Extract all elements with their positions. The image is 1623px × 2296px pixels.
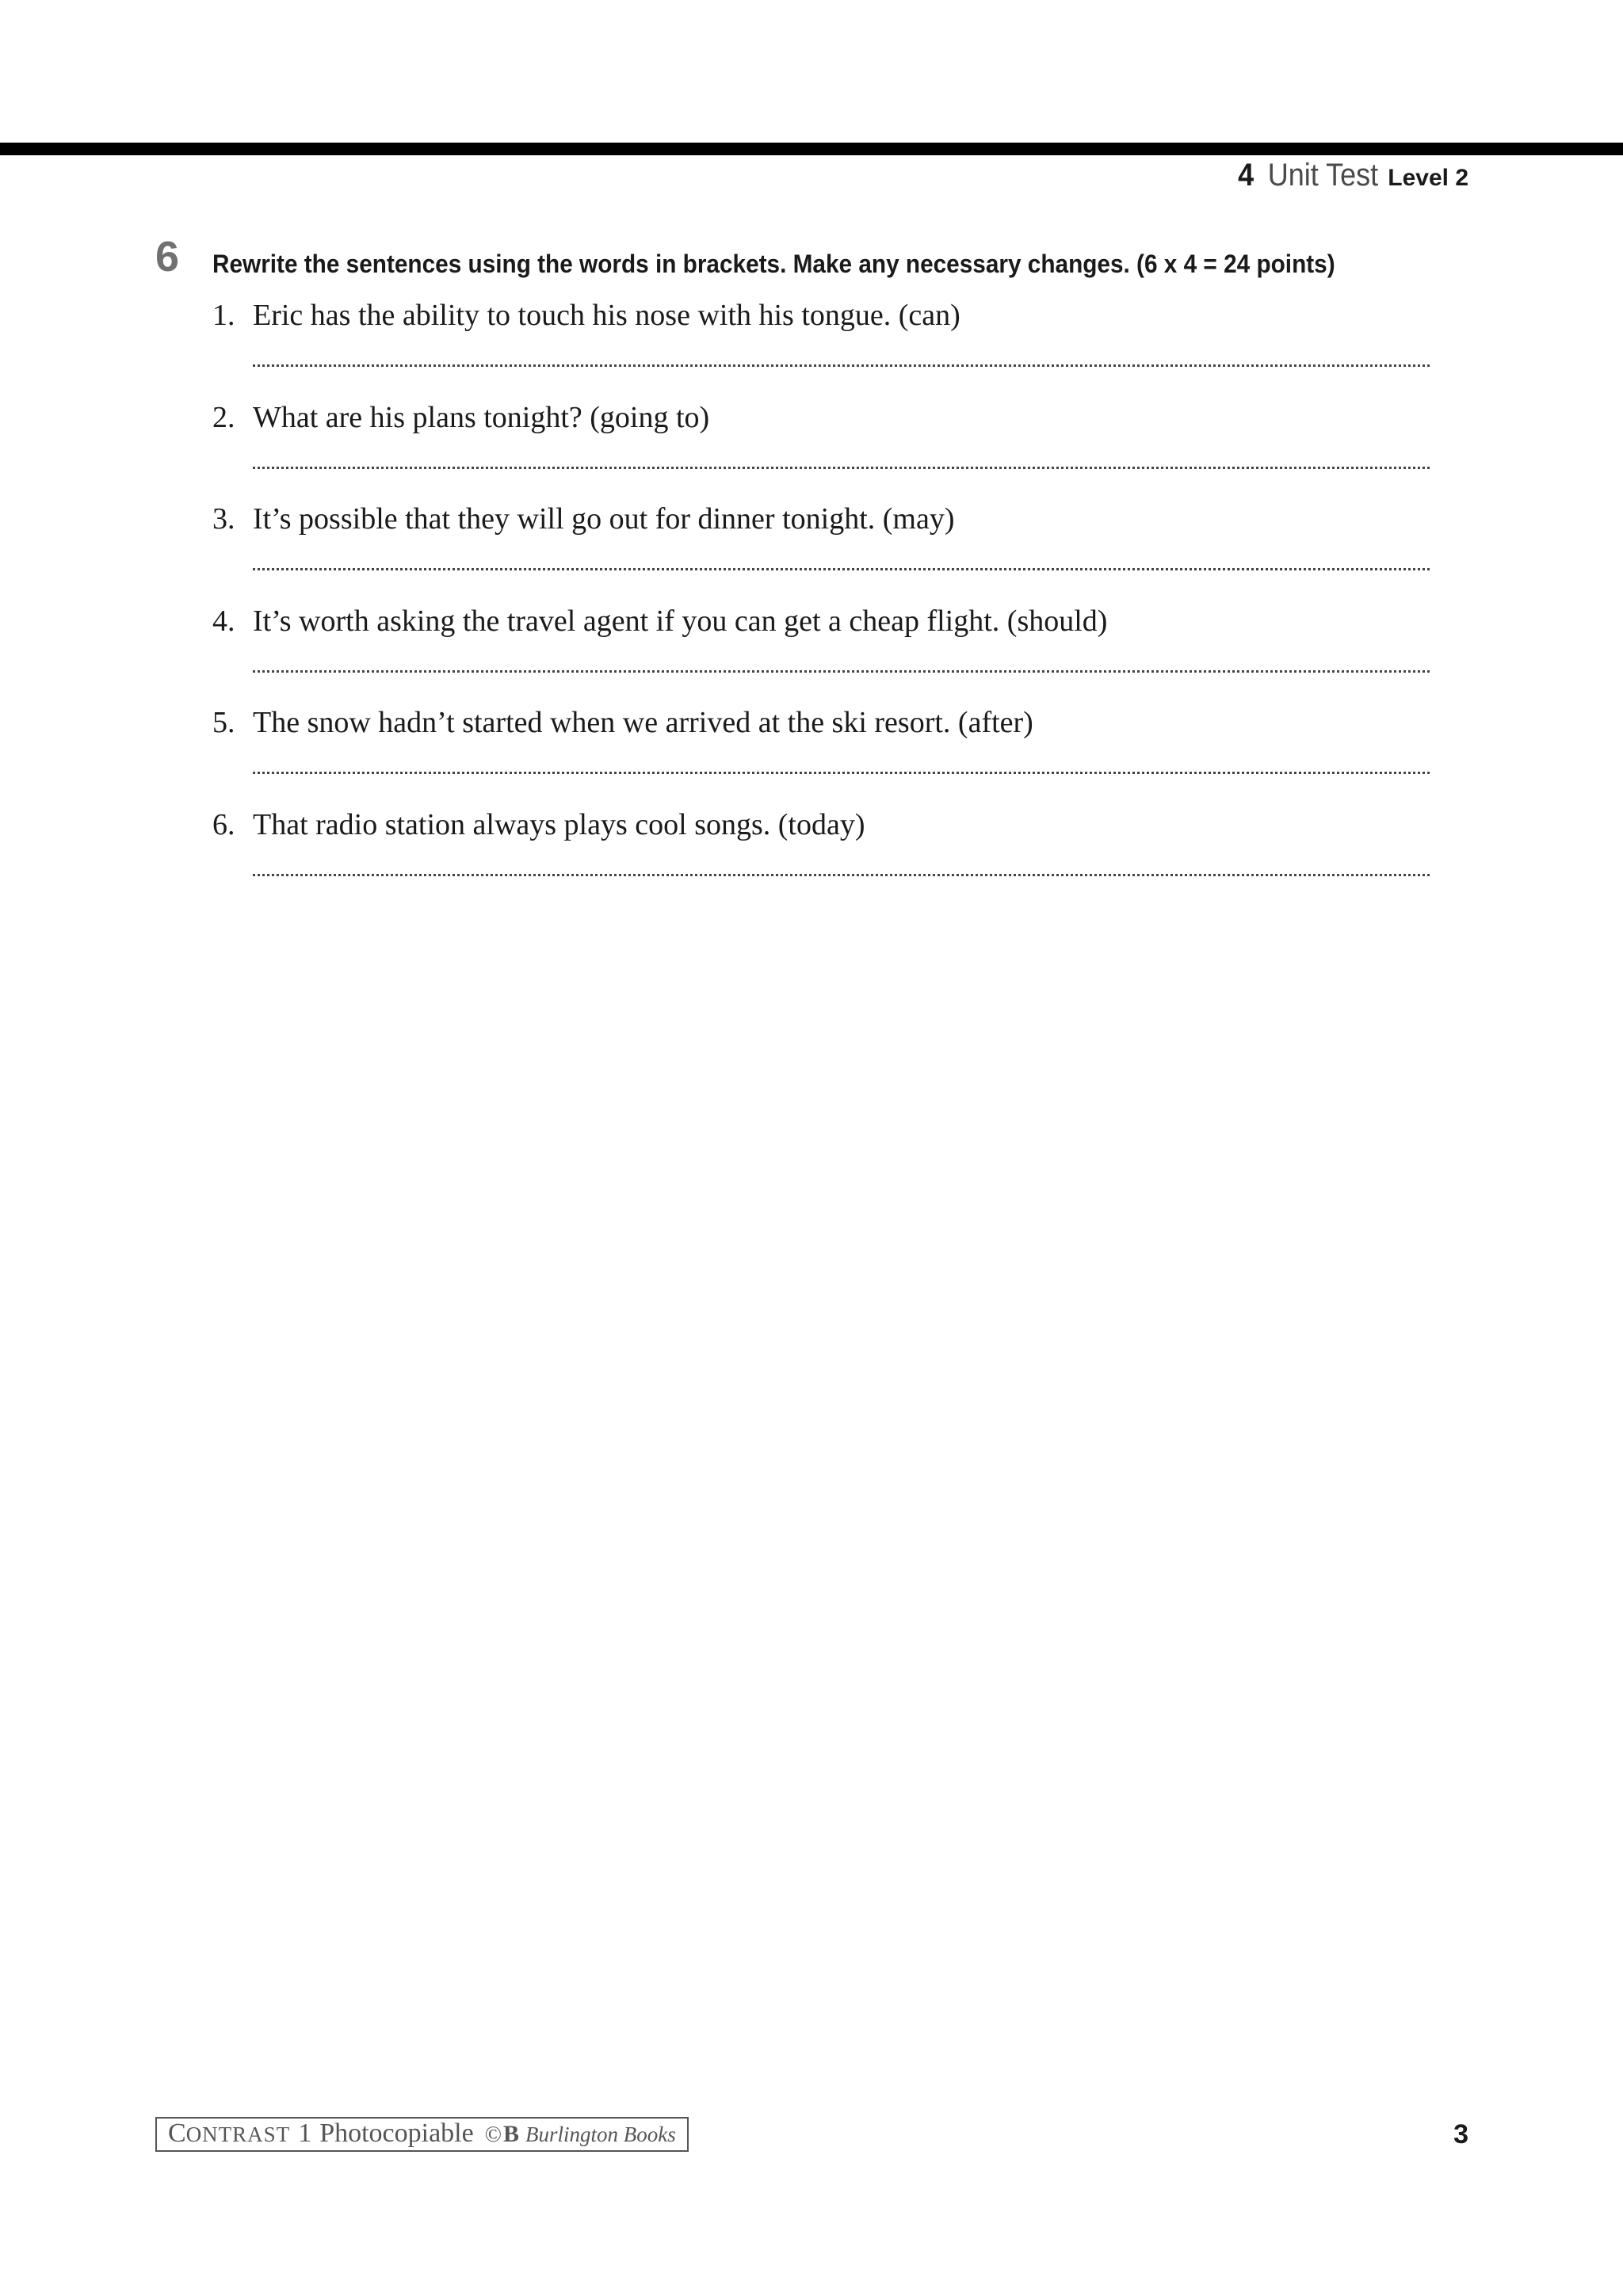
item-sentence: What are his plans tonight? (going to) [253, 400, 710, 434]
publisher-name: Burlington Books [525, 2122, 676, 2146]
exercise-item [212, 601, 1430, 704]
answer-line[interactable] [253, 874, 1430, 876]
photocopiable-label: Photocopiable [319, 2119, 474, 2148]
item-number: 2. [212, 400, 235, 434]
item-number: 4. [212, 604, 235, 638]
item-number: 5. [212, 706, 235, 739]
answer-line[interactable] [253, 467, 1430, 469]
item-sentence: It’s possible that they will go out for dinner tonight. (may) [253, 502, 955, 536]
item-sentence: That radio station always plays cool songs. (today) [253, 807, 865, 841]
exercise-item [212, 703, 1430, 805]
answer-line[interactable] [253, 364, 1430, 367]
unit-level: Level 2 [1388, 165, 1468, 191]
exercise-number: 6 [155, 233, 180, 280]
copyright-icon: © [484, 2122, 502, 2147]
unit-title: Unit Test [1267, 158, 1379, 193]
item-number: 1. [212, 299, 235, 332]
exercise-item [212, 398, 1430, 500]
page-number: 3 [1453, 2119, 1468, 2149]
exercise-instruction: Rewrite the sentences using the words in brackets. Make any necessary changes. (6 x 4 = 24 points) [212, 250, 1335, 278]
brand-number: 1 [298, 2119, 312, 2148]
publisher-logo-icon: B [503, 2121, 520, 2147]
item-number: 3. [212, 502, 235, 536]
answer-line[interactable] [253, 670, 1430, 673]
footer-credit [155, 2117, 689, 2152]
unit-number: 4 [1238, 158, 1254, 193]
item-sentence: The snow hadn’t started when we arrived at the ski resort. (after) [253, 706, 1033, 739]
exercise-item [212, 499, 1430, 601]
brand-name: ONTRAST [185, 2122, 291, 2146]
item-sentence: Eric has the ability to touch his nose with his tongue. (can) [253, 299, 960, 332]
answer-line[interactable] [253, 568, 1430, 570]
brand-initial: C [168, 2119, 186, 2148]
exercise-item [212, 296, 1430, 398]
item-sentence: It’s worth asking the travel agent if you can get a cheap flight. (should) [253, 604, 1108, 638]
exercise-items [212, 296, 1430, 906]
item-number: 6. [212, 807, 235, 841]
exercise-item [212, 805, 1430, 907]
header-rule [0, 143, 1623, 155]
answer-line[interactable] [253, 772, 1430, 774]
unit-header [1237, 155, 1468, 202]
